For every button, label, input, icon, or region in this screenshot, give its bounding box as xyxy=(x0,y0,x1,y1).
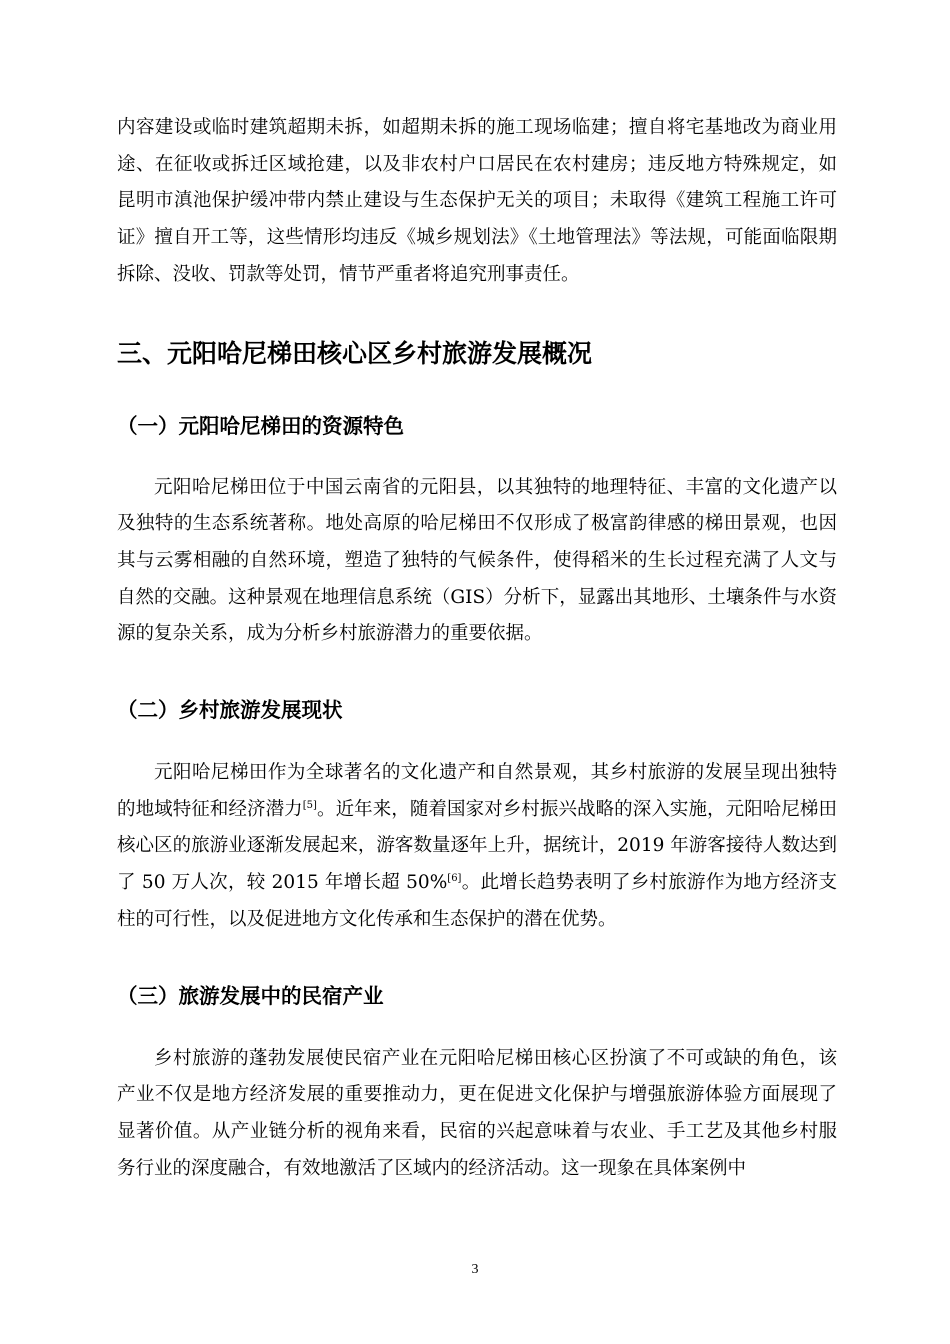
subsection-heading-3: （三）旅游发展中的民宿产业 xyxy=(117,983,384,1008)
paragraph-tourism-status xyxy=(117,755,837,939)
paragraph-resources: 元阳哈尼梯田位于中国云南省的元阳县，以其独特的地理特征、丰富的文化遗产以及独特的生态系统著称。地处高原的哈尼梯田不仅形成了极富韵律感的梯田景观，也因其与云雾相融的自然环境，塑造了独特的气候条件，使得稻米的生长过程充满了人文与自然的交融。这种景观在地理信息系统（GIS）分析下，显露出其地形、土壤条件与水资源的复杂关系，成为分析乡村旅游潜力的重要依据。 xyxy=(117,476,837,645)
paragraph-homestay: 乡村旅游的蓬勃发展使民宿产业在元阳哈尼梯田核心区扮演了不可或缺的角色，该产业不仅是地方经济发展的重要推动力，更在促进文化保护与增强旅游体验方面展现了显著价值。从产业链分析的视角来看，民宿的兴起意味着与农业、手工艺及其他乡村服务行业的深度融合，有效地激活了区域内的经济活动。这一现象在具体案例中 xyxy=(117,1047,837,1179)
page-body xyxy=(117,110,837,1187)
paragraph-text: 。此增长趋势表明了乡村旅游作为地方经济支柱的可行性，以及促进地方文化传承和生态保护的潜在优势。 xyxy=(117,872,837,930)
subsection-heading-2: （二）乡村旅游发展现状 xyxy=(117,698,343,723)
citation-ref: [6] xyxy=(447,872,462,884)
subsection-heading-1: （一）元阳哈尼梯田的资源特色 xyxy=(117,413,404,438)
page-number: 3 xyxy=(471,1262,479,1277)
paragraph-text: 。近年来，随着国家对乡村振兴战略的深入实施，元阳哈尼梯田核心区的旅游业逐渐发展起来，游客数量逐年上升，据统计，2019 年游客接待人数达到了 50 万人次，较 2015 年增长超 50% xyxy=(117,798,837,894)
section-heading: 三、元阳哈尼梯田核心区乡村旅游发展概况 xyxy=(117,338,593,368)
continued-paragraph: 内容建设或临时建筑超期未拆，如超期未拆的施工现场临建；擅自将宅基地改为商业用途、在征收或拆迁区域抢建，以及非农村户口居民在农村建房；违反地方特殊规定，如昆明市滇池保护缓冲带内禁止建设与生态保护无关的项目；未取得《建筑工程施工许可证》擅自开工等，这些情形均违反《城乡规划法》《土地管理法》等法规，可能面临限期拆除、没收、罚款等处罚，情节严重者将追究刑事责任。 xyxy=(117,117,837,285)
paragraph-text: 元阳哈尼梯田作为全球著名的文化遗产和自然景观，其乡村旅游的发展呈现出独特的地域特征和经济潜力 xyxy=(117,762,837,820)
citation-ref: [5] xyxy=(302,799,317,811)
